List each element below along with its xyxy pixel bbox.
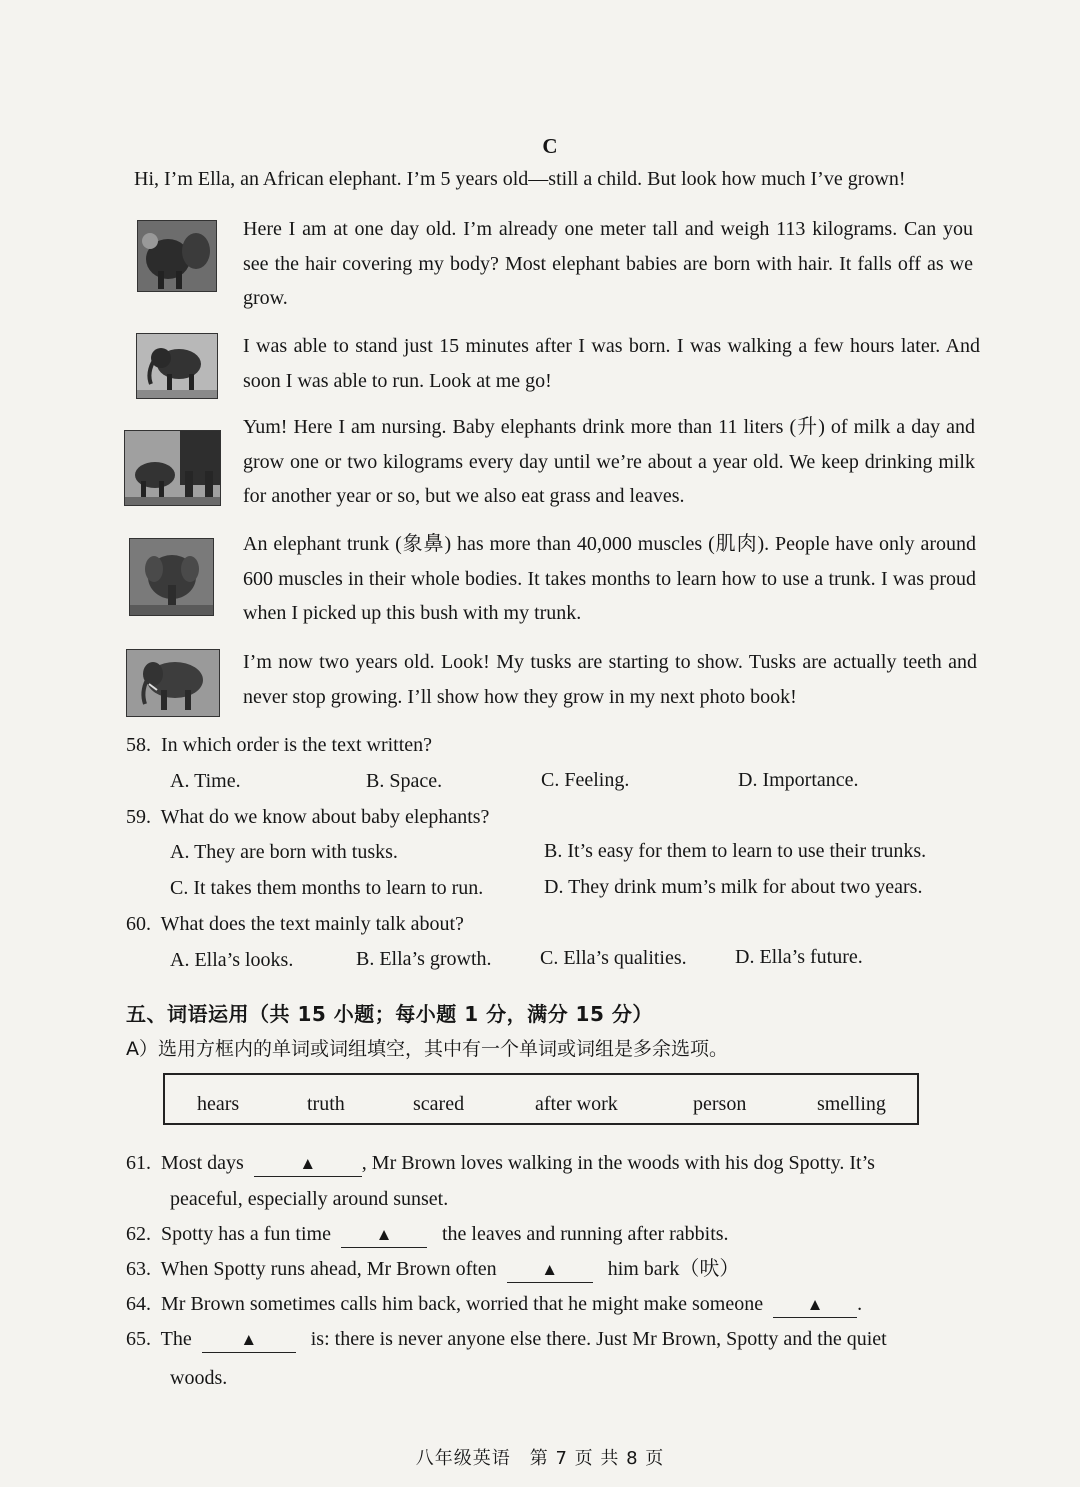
fill-item-61 bbox=[126, 1145, 875, 1181]
intro-text: Hi, I’m Ella, an African elephant. I’m 5 years old—still a child. But look how much I’ve grown! bbox=[134, 168, 906, 190]
item-text: When Spotty runs ahead, Mr Brown often bbox=[160, 1258, 497, 1280]
item-number: 62. bbox=[126, 1223, 151, 1245]
question-number: 60. bbox=[126, 913, 151, 935]
option[interactable]: D. Ella’s future. bbox=[735, 946, 863, 968]
part5-instruction: A）选用方框内的单词或词组填空，其中有一个单词或词组是多余选项。 bbox=[126, 1038, 728, 1060]
word-option: scared bbox=[413, 1093, 465, 1115]
fill-item-64 bbox=[126, 1286, 862, 1322]
word-option: person bbox=[693, 1093, 747, 1115]
item-number: 61. bbox=[126, 1152, 151, 1174]
option[interactable]: A. Time. bbox=[170, 770, 241, 792]
fill-item-61-cont: peaceful, especially around sunset. bbox=[170, 1188, 449, 1210]
item-number: 64. bbox=[126, 1293, 151, 1315]
item-number: 65. bbox=[126, 1328, 151, 1350]
option[interactable]: C. Feeling. bbox=[541, 769, 630, 791]
question-58 bbox=[126, 734, 432, 757]
option[interactable]: D. They drink mum’s milk for about two years. bbox=[544, 876, 923, 898]
option[interactable]: B. Ella’s growth. bbox=[356, 948, 492, 970]
paragraph-4: An elephant trunk (象鼻) has more than 40,000 muscles (肌肉). People have only around 600 muscles in their whole bodies. It takes months to learn how to use a trunk. I was proud when I picked up this bush with my trunk. bbox=[243, 533, 976, 624]
question-text: What do we know about baby elephants? bbox=[160, 806, 490, 828]
elephant-photo-icon bbox=[129, 538, 214, 616]
answer-blank[interactable] bbox=[773, 1293, 857, 1318]
word-option: hears bbox=[197, 1093, 240, 1115]
elephant-photo-icon bbox=[126, 649, 220, 717]
item-text: , Mr Brown loves walking in the woods with his dog Spotty. It’s bbox=[361, 1152, 875, 1174]
item-text: Mr Brown sometimes calls him back, worried that he might make someone bbox=[161, 1293, 764, 1315]
question-text: What does the text mainly talk about? bbox=[160, 913, 464, 935]
question-text: In which order is the text written? bbox=[161, 734, 433, 756]
option[interactable]: A. They are born with tusks. bbox=[170, 841, 398, 863]
question-number: 58. bbox=[126, 734, 151, 756]
fill-item-62 bbox=[126, 1216, 729, 1252]
fill-item-63 bbox=[126, 1251, 739, 1287]
paragraph-2: I was able to stand just 15 minutes after I was born. I was walking a few hours later. And soon I was able to run. Look at me go! bbox=[243, 335, 980, 392]
fill-item-65-cont: woods. bbox=[170, 1367, 228, 1389]
section-letter: C bbox=[542, 134, 558, 158]
answer-blank[interactable] bbox=[507, 1258, 593, 1283]
question-number: 59. bbox=[126, 806, 151, 828]
option[interactable]: B. Space. bbox=[366, 770, 443, 792]
question-60 bbox=[126, 913, 464, 936]
page-footer: 八年级英语 第 7 页 共 8 页 bbox=[415, 1448, 665, 1469]
paragraph-5: I’m now two years old. Look! My tusks are starting to show. Tusks are actually teeth and never stop growing. I’ll show how they grow in my next photo book! bbox=[243, 651, 977, 708]
option[interactable]: D. Importance. bbox=[738, 769, 859, 791]
option[interactable]: C. Ella’s qualities. bbox=[540, 947, 687, 969]
item-text: is: there is never anyone else there. Just Mr Brown, Spotty and the quiet bbox=[310, 1328, 887, 1350]
triangle-icon: ▲ bbox=[806, 1295, 824, 1314]
item-text: The bbox=[160, 1328, 192, 1350]
item-text: Most days bbox=[161, 1152, 244, 1174]
item-text: Spotty has a fun time bbox=[161, 1223, 331, 1245]
triangle-icon: ▲ bbox=[541, 1260, 559, 1279]
word-option: truth bbox=[307, 1093, 345, 1115]
elephant-photo-icon bbox=[124, 430, 221, 506]
part5-title: 五、词语运用（共 15 小题；每小题 1 分，满分 15 分） bbox=[126, 1002, 653, 1026]
paragraph-1: Here I am at one day old. I’m already one meter tall and weigh 113 kilograms. Can you see the hair covering my body? Most elephant babies are born with hair. It falls off as we grow. bbox=[243, 218, 973, 309]
elephant-photo-icon bbox=[136, 333, 218, 399]
fill-item-65 bbox=[126, 1321, 887, 1357]
item-text: the leaves and running after rabbits. bbox=[441, 1223, 729, 1245]
option[interactable]: C. It takes them months to learn to run. bbox=[170, 877, 484, 899]
answer-blank[interactable] bbox=[254, 1152, 362, 1177]
item-text: . bbox=[857, 1293, 863, 1315]
answer-blank[interactable] bbox=[202, 1328, 296, 1353]
triangle-icon: ▲ bbox=[299, 1154, 317, 1173]
item-text: him bark（吠） bbox=[607, 1258, 740, 1280]
word-option: smelling bbox=[817, 1093, 886, 1115]
triangle-icon: ▲ bbox=[375, 1225, 393, 1244]
option[interactable]: A. Ella’s looks. bbox=[170, 949, 294, 971]
elephant-photo-icon bbox=[137, 220, 217, 292]
word-box bbox=[163, 1073, 919, 1125]
question-59 bbox=[126, 806, 489, 829]
option[interactable]: B. It’s easy for them to learn to use their trunks. bbox=[544, 840, 927, 862]
triangle-icon: ▲ bbox=[240, 1330, 258, 1349]
answer-blank[interactable] bbox=[341, 1223, 427, 1248]
item-number: 63. bbox=[126, 1258, 151, 1280]
paragraph-3: Yum! Here I am nursing. Baby elephants drink more than 11 liters (升) of milk a day and grow one or two kilograms every day until we’re about a year old. We keep drinking milk for another year or so, but we also eat grass and leaves. bbox=[243, 416, 975, 507]
word-option: after work bbox=[535, 1093, 618, 1115]
